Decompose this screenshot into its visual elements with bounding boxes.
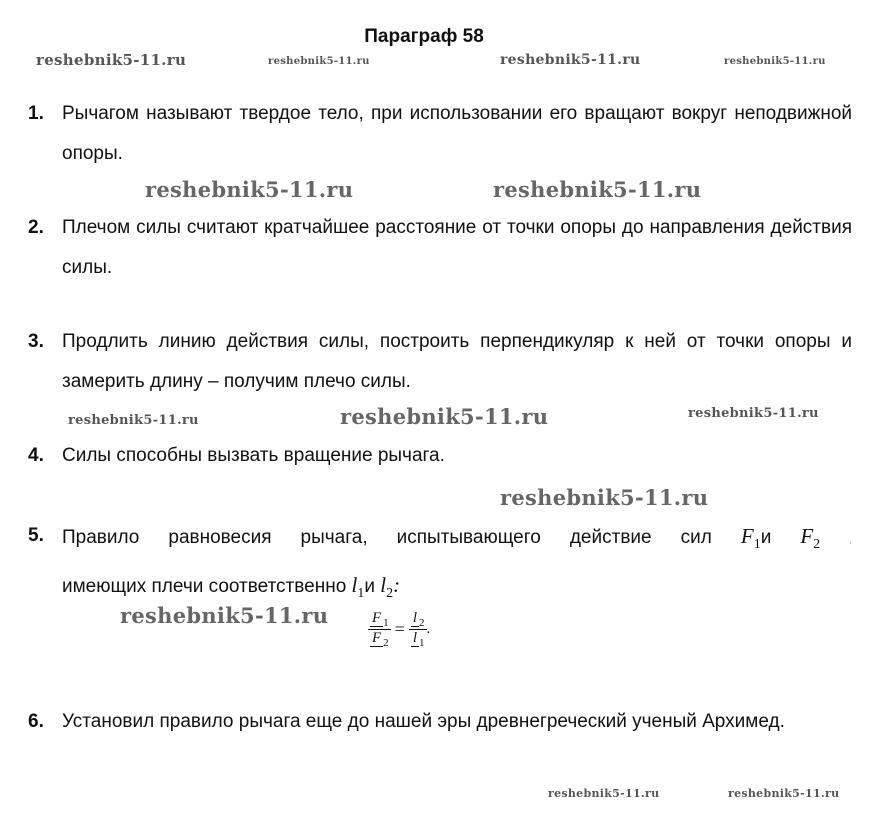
- item-text: Рычагом называют твердое тело, при использовании его вращают вокруг неподвижной опоры.: [62, 103, 852, 164]
- force-f1: $F_1$: [740, 524, 761, 553]
- item-number: 2.: [28, 217, 44, 238]
- list-item: [28, 94, 852, 174]
- watermark: reshebnik5-11.ru: [68, 413, 199, 428]
- arm-l1: $l_1$: [351, 573, 365, 602]
- watermark: reshebnik5-11.ru: [728, 787, 840, 800]
- item-text: Силы способны вызвать вращение рычага.: [62, 445, 445, 466]
- watermark: reshebnik5-11.ru: [268, 56, 370, 67]
- arm-l2: $l_2$: [380, 573, 394, 602]
- comma: ,: [849, 535, 852, 546]
- list-item: [28, 516, 852, 614]
- colon: :: [393, 573, 401, 598]
- item-text: Правило равновесия рычага, испытывающего действие сил: [62, 527, 712, 548]
- watermark: reshebnik5-11.ru: [145, 177, 354, 202]
- item-number: 1.: [28, 103, 44, 124]
- item-number: 3.: [28, 331, 44, 352]
- force-f2: $F_2$: [800, 524, 821, 553]
- item-text: имеющих плечи соответственно: [62, 576, 347, 598]
- item-number: 4.: [28, 445, 44, 466]
- page-title: Параграф 58: [364, 26, 484, 47]
- list-item: [28, 436, 852, 476]
- conj: и: [364, 576, 376, 598]
- watermark: reshebnik5-11.ru: [340, 404, 549, 429]
- conj: и: [760, 527, 772, 548]
- list-item: [28, 208, 852, 288]
- item-text: Установил правило рычага еще до нашей эры древнегреческий ученый Архимед.: [62, 711, 785, 732]
- watermark: reshebnik5-11.ru: [493, 177, 702, 202]
- watermark: reshebnik5-11.ru: [500, 485, 709, 510]
- item-number: 5.: [28, 525, 44, 546]
- list-item: [28, 702, 852, 742]
- list-item: [28, 322, 852, 402]
- item-text: Плечом силы считают кратчайшее расстояние от точки опоры до направления действия силы.: [62, 217, 852, 278]
- watermark: reshebnik5-11.ru: [500, 52, 641, 68]
- item-text-line1: [62, 516, 852, 565]
- watermark: reshebnik5-11.ru: [688, 406, 819, 421]
- watermark: reshebnik5-11.ru: [548, 787, 660, 800]
- item-number: 6.: [28, 711, 44, 732]
- watermark: reshebnik5-11.ru: [36, 51, 187, 69]
- watermark: reshebnik5-11.ru: [120, 603, 329, 628]
- lever-formula: $\frac{F _1}{F _2}$ = $\frac{l _2}{l _1}$ .: [368, 610, 430, 649]
- item-text: Продлить линию действия силы, построить перпендикуляр к ней от точки опоры и замерить длину – получим плечо силы.: [62, 331, 852, 392]
- item-text-line2: [62, 565, 852, 614]
- watermark: reshebnik5-11.ru: [724, 56, 826, 67]
